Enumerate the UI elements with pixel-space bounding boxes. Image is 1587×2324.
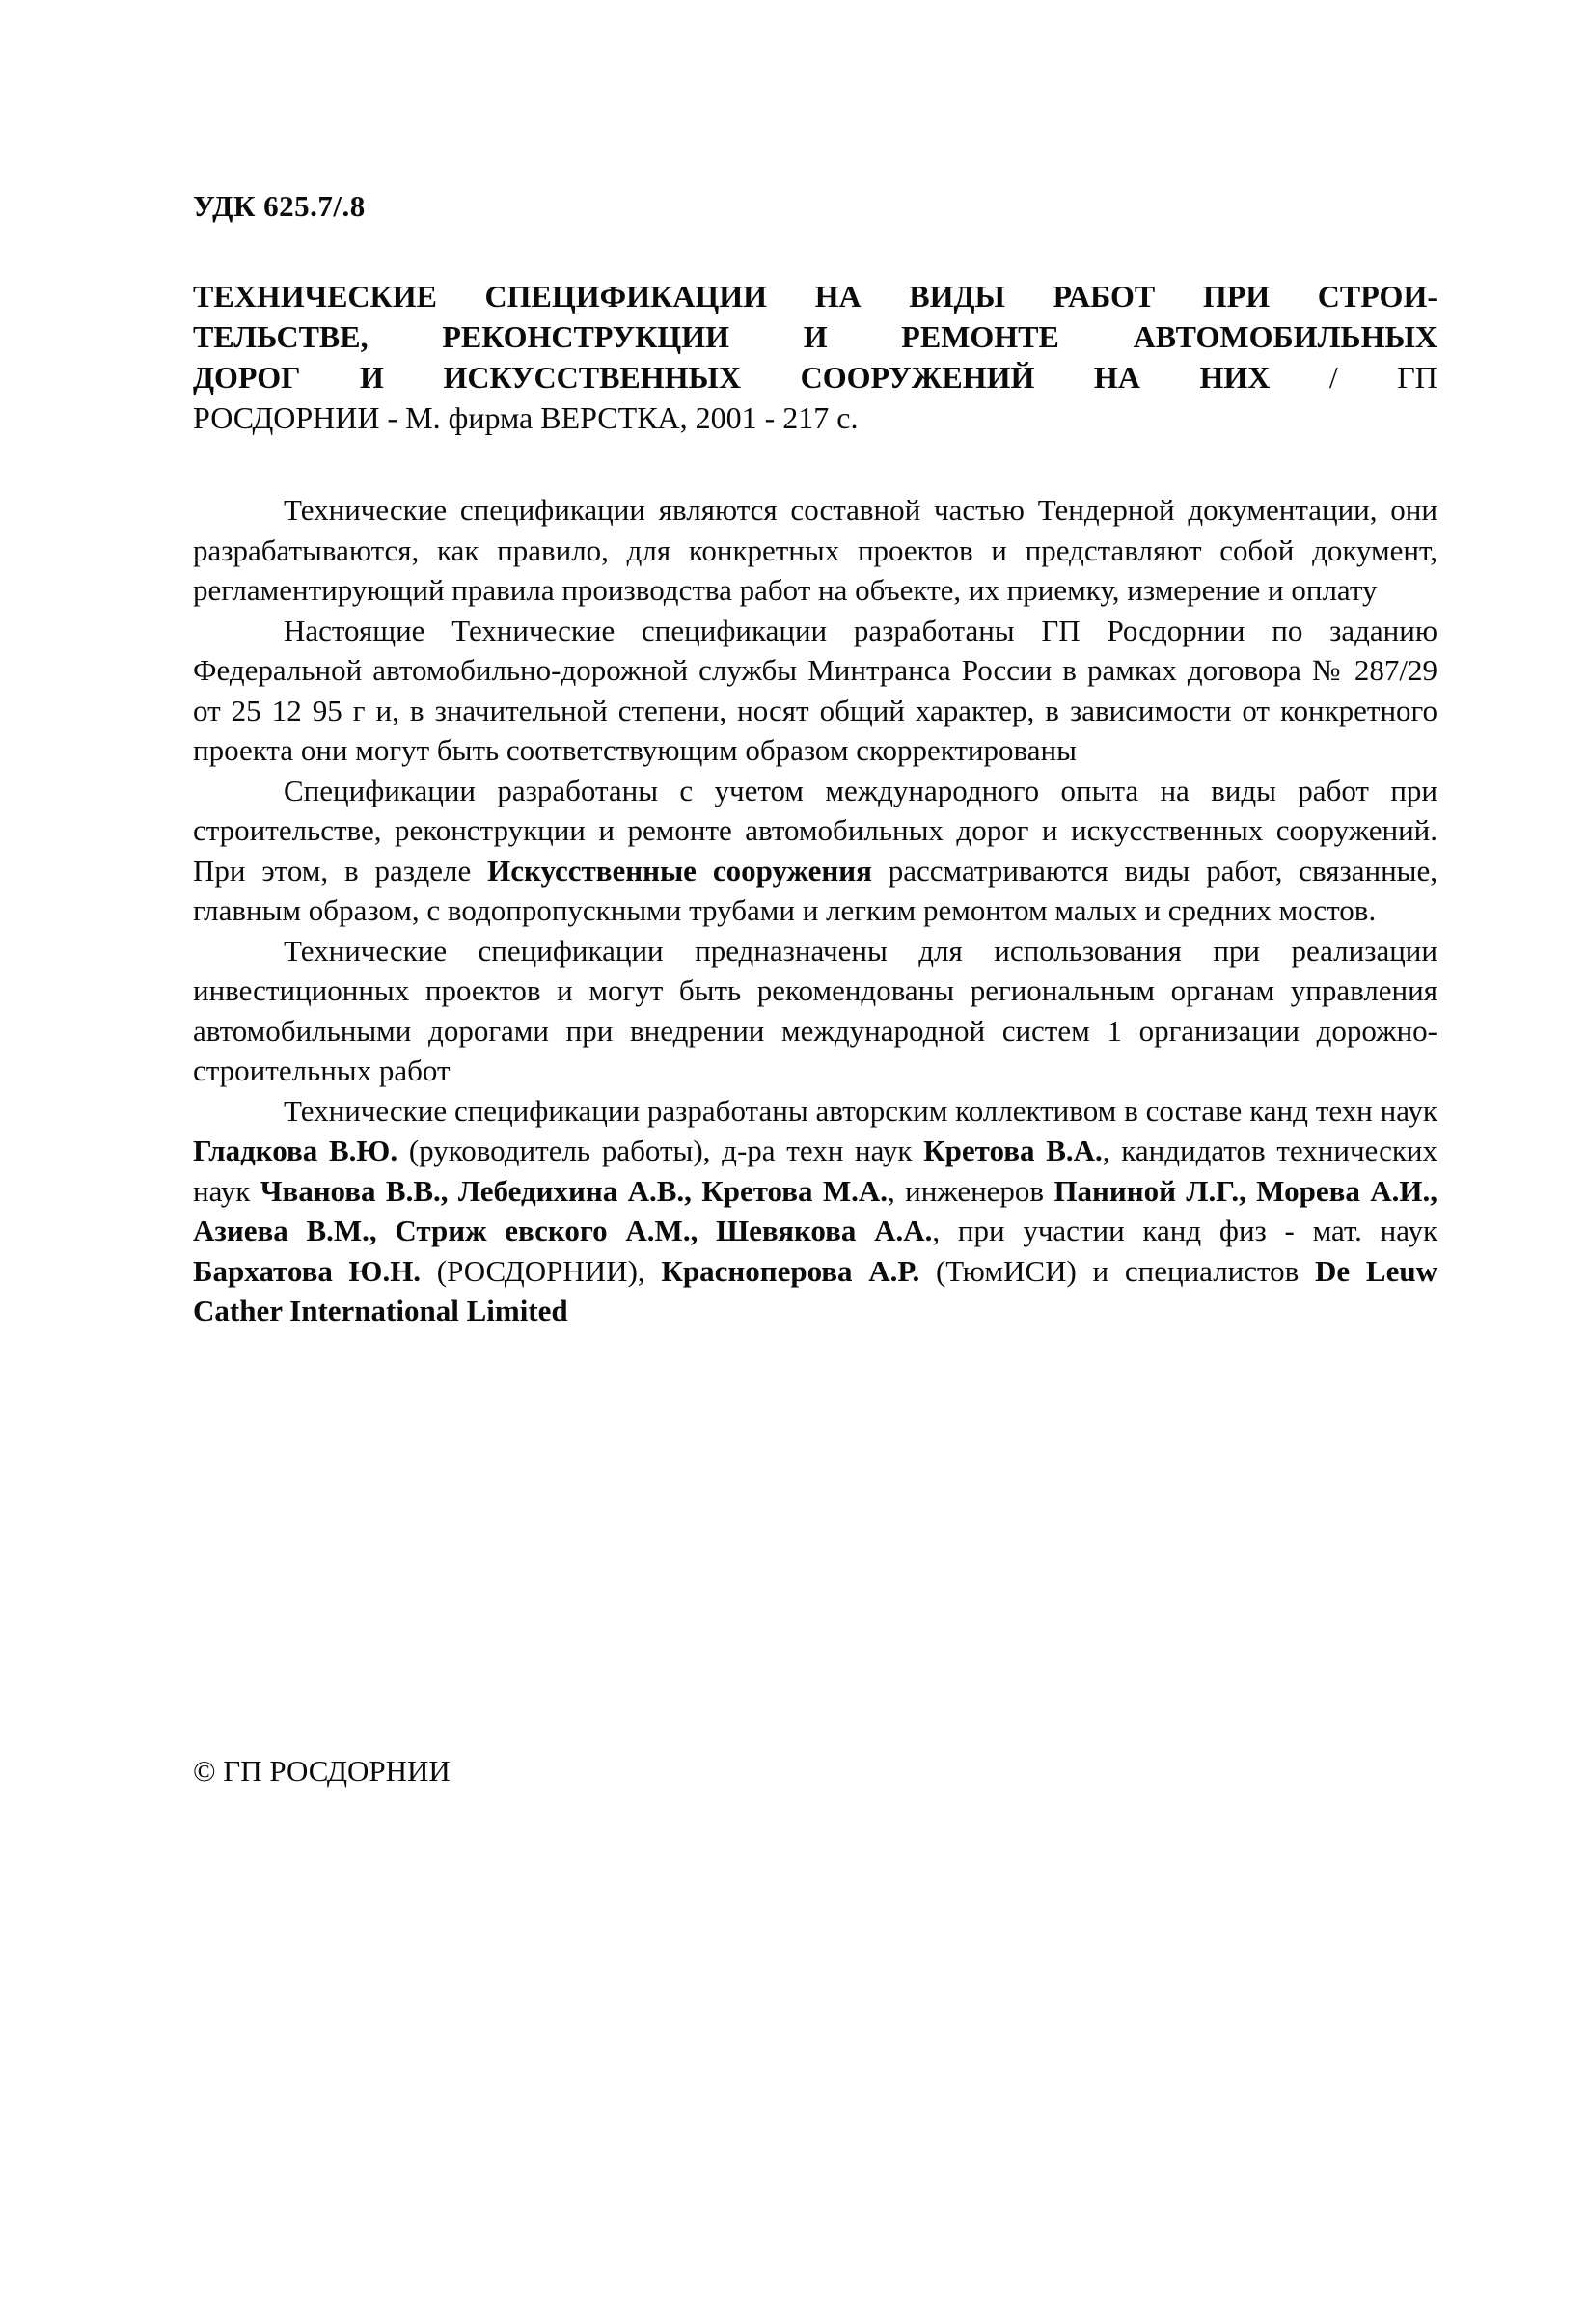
title-word: СТРОИ- <box>1317 279 1437 314</box>
title-word: ГП <box>1397 360 1437 395</box>
title-word: АВТОМОБИЛЬНЫХ <box>1133 319 1437 354</box>
title-word: ТЕЛЬСТВЕ, <box>193 319 369 354</box>
paragraph-text: , при участии канд физ - мат. наук <box>932 1214 1438 1247</box>
title-word: РЕКОНСТРУКЦИИ <box>442 319 729 354</box>
title-word: СПЕЦИФИКАЦИИ <box>484 279 768 314</box>
title-line-2 <box>193 316 1437 357</box>
paragraph-text: (РОСДОРНИИ), <box>421 1253 662 1288</box>
title-word: НА <box>1093 360 1140 395</box>
document-title <box>193 276 1437 438</box>
title-word: ПРИ <box>1202 279 1271 314</box>
paragraph-text: Спецификации разработаны с учетом международного опыта на виды работ при строительстве, реконструкции и ремонте автомобильных дорог и искусственных сооружений. При этом, в разделе <box>193 773 1437 888</box>
author-name: Чванова В.В., Лебедихина А.В., Кретова М.А. <box>260 1173 889 1208</box>
paragraph-text: рассматриваются виды работ, связанные, главным образом, с водопропускными трубами и легким ремонтом малых и средних мостов. <box>193 853 1438 927</box>
document-body <box>193 490 1437 1331</box>
organization-name: De Leuw Cather International Limited <box>193 1253 1437 1327</box>
udk-code: УДК 625.7/.8 <box>193 189 366 223</box>
paragraph-text: (ТюмИСИ) и специалистов <box>919 1253 1316 1288</box>
title-word: / <box>1328 360 1338 395</box>
title-word: ВИДЫ <box>909 279 1005 314</box>
title-word: И <box>360 360 384 395</box>
title-line-3 <box>193 357 1437 397</box>
title-word: СООРУЖЕНИЙ <box>800 360 1035 395</box>
paragraph-text: , кандидатов технических наук <box>193 1134 1437 1208</box>
author-name: Красноперова А.Р. <box>661 1253 920 1288</box>
title-word: РАБОТ <box>1053 279 1156 314</box>
title-word: ДОРОГ <box>193 360 301 395</box>
section-name: Искусственные сооружения <box>487 853 872 888</box>
paragraph-origin: Настоящие Технические спецификации разработаны ГП Росдорнии по заданию Федеральной автомобильно-дорожной службы Минтранса России в рамках договора № 287/29 от 25 12 95 г и, в значительной степени, носят общий характер, в зависимости от конкретного проекта они могут быть соответствующим образом скорректированы <box>193 613 1437 767</box>
paragraph-purpose: Технические спецификации являются составной частью Тендерной документации, они разрабатываются, как правило, для конкретных проектов и представляют собой документ, регламентирующий правила производства работ на объекте, их приемку, измерение и оплату <box>193 493 1437 607</box>
author-name: Гладкова В.Ю. <box>193 1134 398 1167</box>
paragraph-authors <box>193 1091 1437 1331</box>
publication-info: РОСДОРНИИ - М. фирма ВЕРСТКА, 2001 - 217 с. <box>193 400 859 435</box>
copyright-notice: © ГП РОСДОРНИИ <box>193 1754 451 1788</box>
paragraph-application: Технические спецификации предназначены для использования при реализации инвестиционных проектов и могут быть рекомендованы региональным органам управления автомобильными дорогами при внедрении международной систем 1 организации дорожно-строительных работ <box>193 933 1437 1087</box>
title-word: ТЕХНИЧЕСКИЕ <box>193 279 437 314</box>
paragraph-text: Технические спецификации разработаны авторским коллективом в составе канд техн наук <box>284 1093 1437 1128</box>
title-word: НА <box>814 279 862 314</box>
title-line-4 <box>193 397 1437 438</box>
author-name: Бархатова Ю.Н. <box>193 1253 422 1288</box>
paragraph-text: , инженеров <box>888 1173 1054 1208</box>
title-word: И <box>803 319 828 354</box>
paragraph-scope <box>193 771 1437 931</box>
title-word: РЕМОНТЕ <box>901 319 1059 354</box>
paragraph-text: (руководитель работы), д-ра техн наук <box>397 1134 924 1167</box>
title-word: ИСКУССТВЕННЫХ <box>443 360 742 395</box>
title-word: НИХ <box>1199 360 1271 395</box>
title-line-1 <box>193 276 1437 316</box>
author-name: Кретова В.А. <box>923 1134 1103 1167</box>
author-name: Паниной Л.Г., Морева А.И., Азиева В.М., Стриж евского А.М., Шевякова А.А. <box>193 1173 1437 1247</box>
